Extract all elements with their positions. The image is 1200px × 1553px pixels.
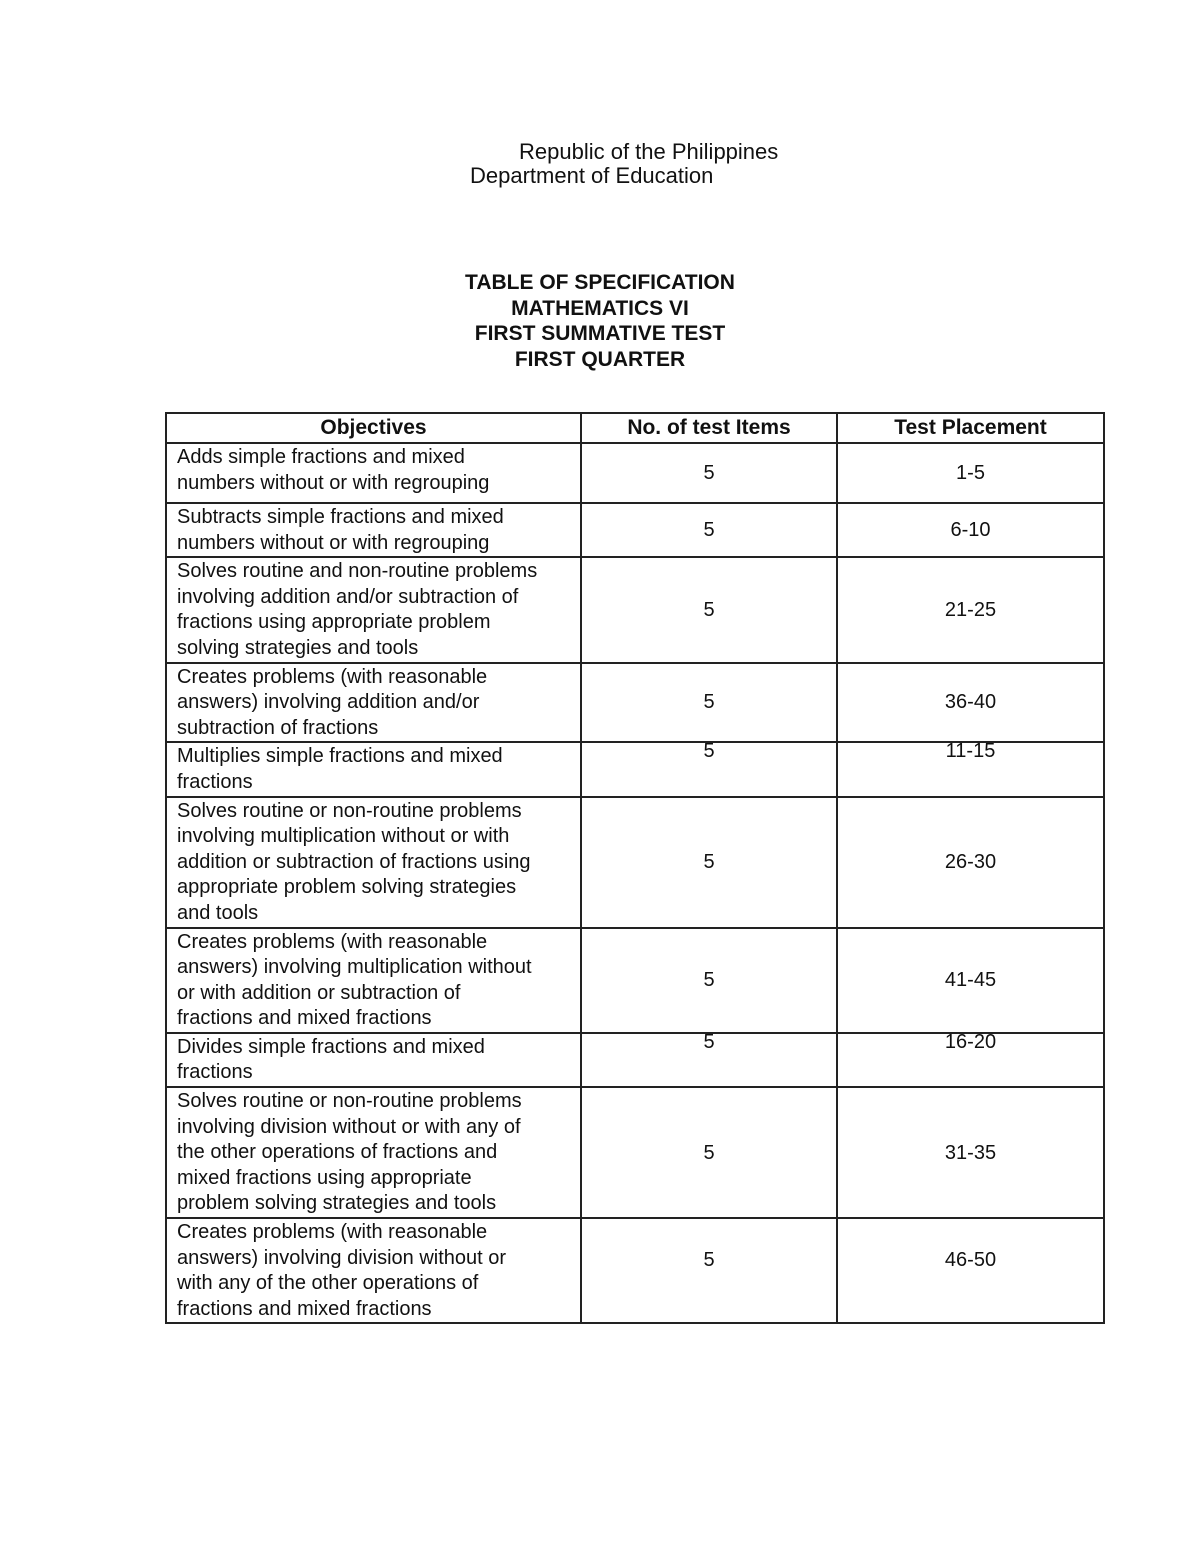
header-objectives: Objectives (166, 413, 581, 443)
test-placement-cell: 36-40 (837, 663, 1104, 743)
objective-line: Multiplies simple fractions and mixed (177, 745, 503, 768)
objective-line: addition or subtraction of fractions using (177, 850, 531, 873)
objective-line: involving multiplication without or with (177, 825, 510, 848)
objective-line: involving division without or with any of (177, 1115, 521, 1138)
header-test-placement: Test Placement (837, 413, 1104, 443)
test-placement-cell (837, 1030, 1104, 1087)
objective-cell (166, 663, 581, 743)
objective-line: answers) involving division without or (177, 1246, 507, 1269)
objective-line: numbers without or with regrouping (177, 531, 490, 554)
test-items-cell (581, 1218, 837, 1323)
title-line-2: MATHEMATICS VI (511, 296, 689, 320)
test-placement-cell: 1-5 (837, 443, 1104, 503)
objective-line: numbers without or with regrouping (177, 471, 490, 494)
objective-line: fractions using appropriate problem (177, 611, 491, 634)
table-row (166, 797, 1104, 928)
objective-line: and tools (177, 901, 259, 924)
objective-line: answers) involving addition and/or (177, 691, 480, 714)
objective-line: Subtracts simple fractions and mixed (177, 506, 504, 528)
table-row (166, 1087, 1104, 1218)
test-items-cell: 5 (581, 503, 837, 557)
objective-line: fractions (177, 770, 253, 793)
table-row (166, 443, 1104, 503)
objective-cell (166, 1218, 581, 1323)
objective-line: fractions (177, 1061, 253, 1084)
test-placement-cell: 6-10 (837, 503, 1104, 557)
objective-line: mixed fractions using appropriate (177, 1166, 472, 1189)
table-header-row (166, 413, 1104, 443)
table-row (166, 1218, 1104, 1323)
title-line-4: FIRST QUARTER (514, 347, 686, 371)
table-row (166, 928, 1104, 1033)
title-line-3: FIRST SUMMATIVE TEST (474, 322, 726, 345)
objective-cell (166, 443, 581, 503)
objective-line: with any of the other operations of (177, 1272, 479, 1295)
table-row (166, 663, 1104, 743)
objective-cell (166, 742, 581, 796)
test-placement-value: 11-15 (945, 740, 996, 763)
objective-line: Solves routine or non-routine problems (177, 1090, 522, 1113)
test-items-cell: 5 (581, 928, 837, 1033)
objective-line: fractions and mixed fractions (177, 1007, 432, 1030)
test-placement-cell: 31-35 (837, 1087, 1104, 1218)
objective-cell (166, 503, 581, 557)
objective-line: appropriate problem solving strategies (177, 876, 517, 899)
table-row (166, 1033, 1104, 1087)
test-items-value: 5 (703, 1248, 715, 1271)
objective-line: Creates problems (with reasonable (177, 1221, 488, 1244)
objective-line: Creates problems (with reasonable (177, 930, 488, 953)
objective-line: or with addition or subtraction of (177, 981, 461, 1004)
test-items-cell (581, 742, 837, 796)
objective-line: involving addition and/or subtraction of (177, 585, 519, 608)
test-items-cell: 5 (581, 663, 837, 743)
table-row (166, 503, 1104, 557)
objective-line: subtraction of fractions (177, 716, 379, 739)
test-placement-value: 46-50 (944, 1248, 997, 1271)
test-items-cell: 5 (581, 443, 837, 503)
department-heading: Department of Education (470, 163, 714, 188)
objective-cell (166, 928, 581, 1033)
objective-line: Divides simple fractions and mixed (177, 1035, 485, 1058)
objective-line: Adds simple fractions and mixed (177, 446, 465, 468)
test-items-cell: 5 (581, 1087, 837, 1218)
objective-line: the other operations of fractions and (177, 1141, 498, 1164)
test-placement-cell (837, 742, 1104, 796)
test-placement-cell: 26-30 (837, 797, 1104, 928)
header-test-items: No. of test Items (581, 413, 837, 443)
test-items-value: 5 (703, 740, 715, 763)
document-title (0, 270, 1200, 372)
republic-heading: Republic of the Philippines (519, 139, 779, 164)
table-row (166, 557, 1104, 662)
objective-line: fractions and mixed fractions (177, 1297, 432, 1320)
test-placement-cell (837, 1218, 1104, 1323)
specification-table (165, 412, 1105, 1324)
title-line-1: TABLE OF SPECIFICATION (465, 271, 735, 294)
objective-line: answers) involving multiplication without (177, 956, 532, 979)
test-placement-cell: 21-25 (837, 557, 1104, 662)
objective-line: solving strategies and tools (177, 636, 419, 659)
test-placement-cell: 41-45 (837, 928, 1104, 1033)
objective-cell (166, 557, 581, 662)
objective-cell (166, 1033, 581, 1087)
objective-line: Creates problems (with reasonable (177, 665, 488, 688)
objective-cell (166, 797, 581, 928)
test-placement-value: 16-20 (944, 1030, 997, 1053)
test-items-cell: 5 (581, 557, 837, 662)
objective-line: Solves routine or non-routine problems (177, 799, 522, 822)
objective-line: Solves routine and non-routine problems (177, 560, 538, 583)
test-items-cell (581, 1030, 837, 1087)
objective-line: problem solving strategies and tools (177, 1192, 497, 1215)
test-items-value: 5 (703, 1030, 715, 1053)
table-row (166, 742, 1104, 796)
objective-cell (166, 1087, 581, 1218)
test-items-cell: 5 (581, 797, 837, 928)
